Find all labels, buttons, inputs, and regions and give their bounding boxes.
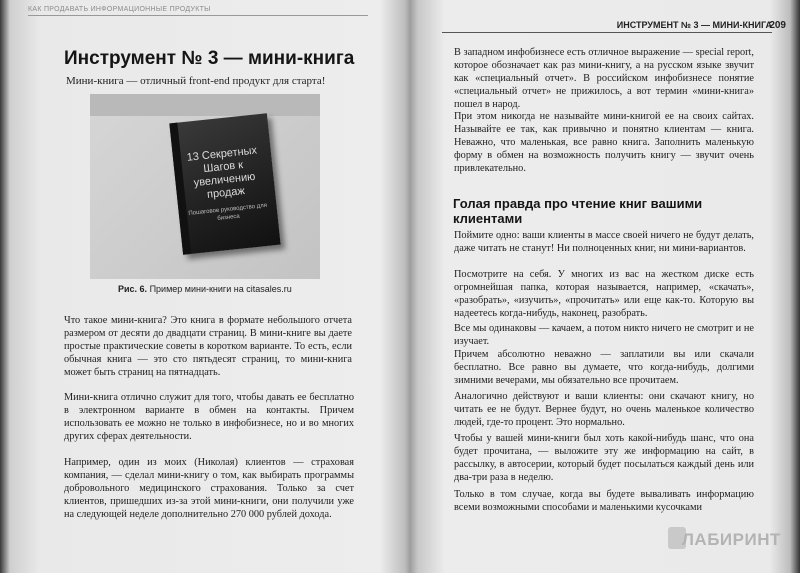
left-paragraph-2: Мини-книга отлично служит для того, чтобы давать ее бесплатно в электронном варианте в обмен на контакты. Причем использовать ее можно не только в инфобизнесе, но и во многих других сферах деятельности. <box>64 392 354 442</box>
book-cover-title: 13 Секретных Шагов к увеличению продаж <box>186 144 258 201</box>
figure-background-strip <box>90 94 320 116</box>
page-number: 209 <box>769 20 786 31</box>
figure-caption <box>118 284 292 294</box>
book-cover-subtitle: Пошаговое руководство для бизнеса <box>188 202 268 222</box>
chapter-title: Инструмент № 3 — мини-книга <box>64 48 355 69</box>
right-running-header-text: ИНСТРУМЕНТ № 3 — МИНИ-КНИГА <box>616 20 772 30</box>
left-running-header: КАК ПРОДАВАТЬ ИНФОРМАЦИОННЫЕ ПРОДУКТЫ <box>28 6 368 16</box>
right-paragraph-9: Только в том случае, когда вы будете вываливать информацию всеми возможными способами и маленькими кусочками <box>454 489 754 513</box>
book-cover-figure <box>90 94 320 279</box>
right-paragraph-7: Аналогично действуют и ваши клиенты: они скачают книгу, но читать ее не будут. Вернее будут, но очень маленькое количество людей, где-то процент. Это нормально. <box>454 391 754 428</box>
right-paragraph-4: Посмотрите на себя. У многих из вас на жестком диске есть огромнейшая папка, которая называется, например, «скачать», «разобрать», «изучить», «прочитать» или еще как-то. Которую вы надеетесь когда-нибудь, наконец, разобрать. <box>454 269 754 319</box>
mini-book-cover <box>169 113 280 255</box>
left-paragraph-1: Что такое мини-книга? Это книга в формате небольшого отчета размером от десяти до двадцати страниц. В мини-книге вы даете простые практические советы в коротком варианте. То есть, если обычная книга — это сто пятьдесят страниц, то мини-книга может быть страниц на пятнадцать. <box>64 315 352 378</box>
section-subheading: Голая правда про чтение книг вашими клиентами <box>453 196 703 226</box>
right-paragraph-2: При этом никогда не называйте мини-книгой ее на своих сайтах. Называйте ее так, как привычно и понятно клиентам — книга. Неважно, что маленькая, все равно книга. Заполнить маленькую форму в обмен на возможность получить книгу — звучит очень привлекательно. <box>454 111 754 174</box>
watermark-text: ЛАБИРИНТ <box>682 530 781 549</box>
right-paragraph-1: В западном инфобизнесе есть отличное выражение — special report, которое обозначает как раз мини-книгу, а на русском языке звучит как «специальный отчет». В российском инфобизнесе понятие «специальный отчет» не прижилось, а вот термин «мини-книга» пошел в народ. <box>454 47 754 110</box>
lead-text: Мини-книга — отличный front-end продукт для старта! <box>66 75 326 87</box>
right-paragraph-3: Поймите одно: ваши клиенты в массе своей ничего не будут делать, даже читать не станут! Ни полноценных книг, ни мини-вариантов. <box>454 230 754 254</box>
right-paragraph-6: Причем абсолютно неважно — заплатили вы или скачали бесплатно. Все равно вы думаете, что когда-нибудь, долгими зимними вечерами, мы обязательно все прочитаем. <box>454 349 754 386</box>
right-paragraph-8: Чтобы у вашей мини-книги был хоть какой-нибудь шанс, что она будет прочитана, — выложите эту же информацию на сайт, в рассылку, в автосерии, который будет посылаться каждый день или два-три раза в неделю. <box>454 433 754 483</box>
left-paragraph-3: Например, один из моих (Николая) клиентов — страховая компания, — сделал мини-книгу о том, как выбирать программы добровольного медицинского страхования. Только за счет клиентов, пришедших из-за этой мини-книги, они получили уже на следующей неделе дополнительно 270 000 рублей дохода. <box>64 457 354 520</box>
right-paragraph-5: Все мы одинаковы — качаем, а потом никто ничего не смотрит и не изучает. <box>454 323 754 347</box>
figure-caption-text: Пример мини-книги на citasales.ru <box>149 284 292 294</box>
figure-caption-number: Рис. 6. <box>118 284 148 294</box>
right-running-header <box>442 20 772 33</box>
